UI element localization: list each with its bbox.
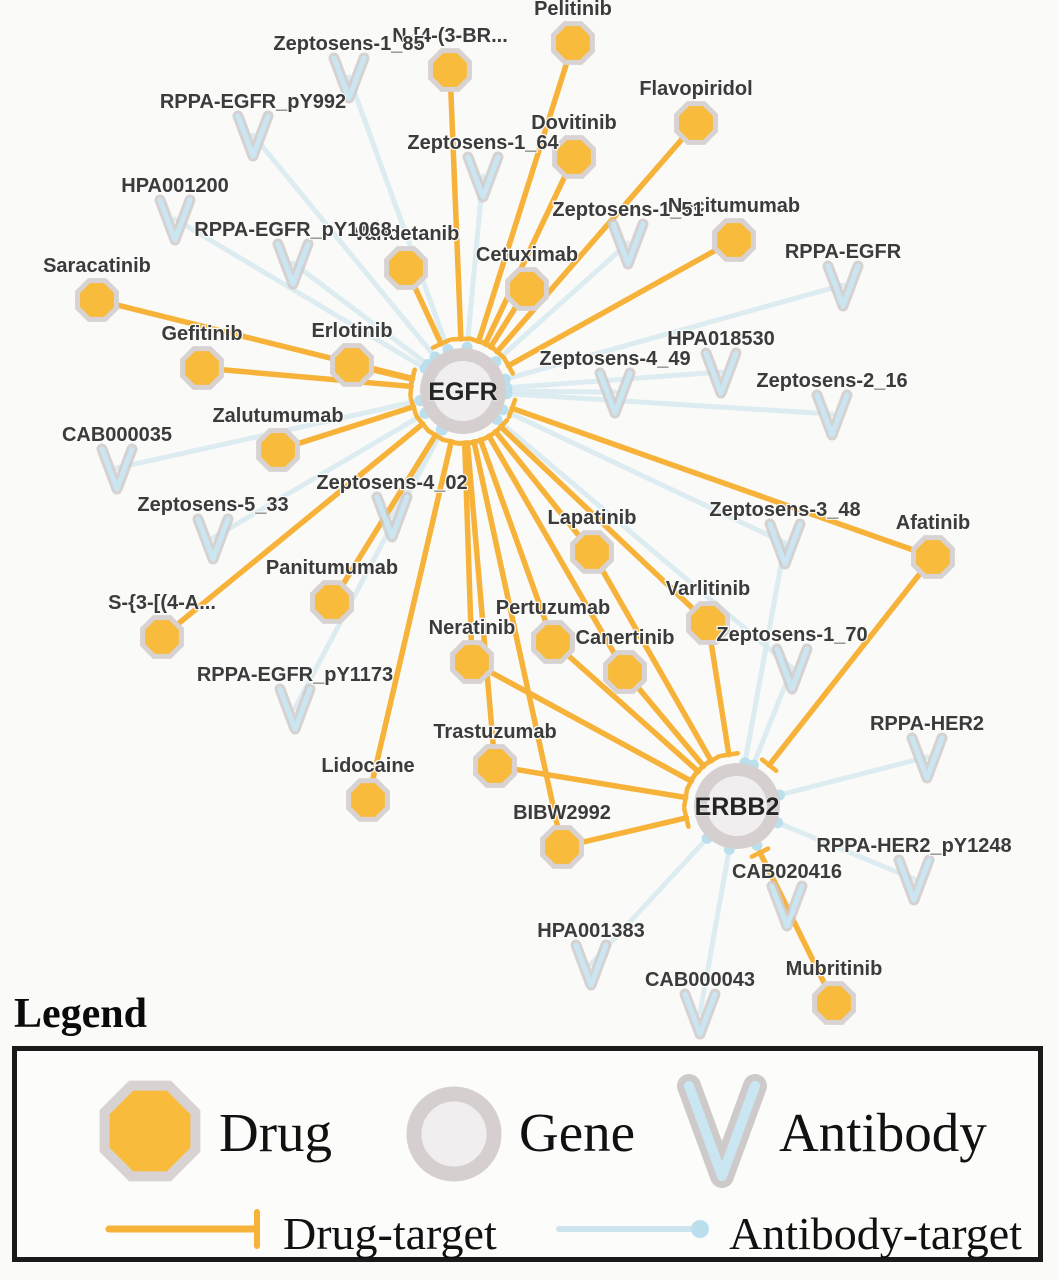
- antibody-target-edge-zeptosens-2-16-egfr: [507, 394, 832, 414]
- legend-title: Legend: [14, 991, 148, 1037]
- drug-octagon-icon: [573, 533, 612, 572]
- antibody-legend-icon: [657, 1065, 787, 1195]
- drug-node-bibw2992: [543, 828, 582, 867]
- drug-label-panitumumab: Panitumumab: [265, 557, 399, 579]
- edge-tee: [442, 440, 460, 444]
- drug-node-cetuximab: [508, 270, 547, 309]
- antibody-label-cab000035: CAB000035: [61, 424, 173, 446]
- antibody-label-zeptosens-1-85: Zeptosens-1_85: [273, 33, 425, 55]
- drug-node-zalutumumab: [259, 431, 298, 470]
- antibody-label-rppa-egfr-py992: RPPA-EGFR_pY992: [159, 91, 347, 113]
- drug-octagon-icon: [914, 538, 953, 577]
- antibody-target-edge-zeptosens-4-49-egfr: [507, 391, 615, 392]
- gene-legend-label: Gene: [519, 1102, 636, 1163]
- edge-tee: [452, 339, 470, 340]
- drug-octagon-icon: [715, 221, 754, 260]
- drug-label-necitumumab: Necitumumab: [667, 195, 801, 217]
- drug-label-canertinib: Canertinib: [575, 627, 675, 649]
- drug-node-dovitinib: [555, 138, 594, 177]
- drug-label-bibw2992: BIBW2992: [513, 802, 611, 824]
- drug-label-flavopiridol: Flavopiridol: [639, 78, 753, 100]
- drug-octagon-icon: [508, 270, 547, 309]
- drug-octagon-icon: [543, 828, 582, 867]
- antibody-target-edge-hpa018530-egfr: [507, 372, 721, 388]
- drug-octagon-icon: [183, 349, 222, 388]
- drug-label-dovitinib: Dovitinib: [531, 112, 617, 134]
- drug-octagon-icon: [534, 623, 573, 662]
- antibody-legend-label: Antibody: [779, 1102, 987, 1163]
- drug-node-n-4-3-br: [431, 51, 470, 90]
- gene-label-egfr: EGFR: [428, 378, 498, 406]
- antibody-target-legend-label: Antibody-target: [729, 1208, 1022, 1259]
- antibody-label-cab020416: CAB020416: [731, 861, 843, 883]
- antibody-label-zeptosens-2-16: Zeptosens-2_16: [756, 370, 908, 392]
- antibody-label-cab000043: CAB000043: [644, 969, 756, 991]
- drug-node-flavopiridol: [677, 104, 716, 143]
- antibody-label-zeptosens-3-48: Zeptosens-3_48: [709, 499, 861, 521]
- drug-node-pelitinib: [554, 24, 593, 63]
- drug-label-vandetanib: Vandetanib: [352, 223, 460, 245]
- edge-tee: [684, 809, 688, 827]
- drug-target-legend-label: Drug-target: [283, 1208, 497, 1259]
- drug-label-mubritinib: Mubritinib: [785, 958, 883, 980]
- drug-label-afatinib: Afatinib: [895, 512, 971, 534]
- drug-label-saracatinib: Saracatinib: [43, 255, 151, 277]
- drug-octagon-icon: [606, 653, 645, 692]
- antibody-label-rppa-her2: RPPA-HER2: [869, 713, 985, 735]
- drug-octagon-icon: [387, 249, 426, 288]
- antibody-target-legend-line: [553, 1207, 723, 1251]
- edge-tee: [720, 753, 738, 756]
- drug-octagon-icon: [431, 51, 470, 90]
- antibody-label-rppa-egfr-py1173: RPPA-EGFR_pY1173: [196, 664, 394, 686]
- drug-target-edge-trastuzumab-erbb2: [495, 766, 686, 798]
- drug-node-gefitinib: [183, 349, 222, 388]
- drug-node-necitumumab: [715, 221, 754, 260]
- drug-label-varlitinib: Varlitinib: [665, 578, 751, 600]
- drug-label-trastuzumab: Trastuzumab: [433, 721, 557, 743]
- drug-label-pelitinib: Pelitinib: [534, 0, 612, 20]
- antibody-label-hpa001383: HPA001383: [537, 920, 645, 942]
- drug-node-mubritinib: [815, 984, 854, 1023]
- drug-node-canertinib: [606, 653, 645, 692]
- antibody-label-rppa-her2-py1248: RPPA-HER2_pY1248: [816, 835, 1012, 857]
- drug-node-vandetanib: [387, 249, 426, 288]
- antibody-label-zeptosens-4-49: Zeptosens-4_49: [539, 348, 691, 370]
- antibody-label-zeptosens-4-02: Zeptosens-4_02: [316, 472, 468, 494]
- antibody-label-zeptosens-1-70: Zeptosens-1_70: [716, 624, 868, 646]
- drug-target-legend-line: [103, 1207, 275, 1251]
- antibody-label-rppa-egfr-py1068: RPPA-EGFR_pY1068: [194, 219, 392, 241]
- drug-octagon-icon: [143, 618, 182, 657]
- drug-octagon-icon: [333, 346, 372, 385]
- drug-label-gefitinib: Gefitinib: [161, 323, 243, 345]
- drug-label-lapatinib: Lapatinib: [547, 507, 637, 529]
- drug-node-neratinib: [453, 643, 492, 682]
- drug-label-n-4-3-br: N-[4-(3-BR...: [392, 25, 508, 47]
- drug-label-neratinib: Neratinib: [428, 617, 516, 639]
- drug-octagon-icon: [259, 431, 298, 470]
- drug-label-pertuzumab: Pertuzumab: [495, 597, 611, 619]
- gene-legend-icon: [399, 1079, 509, 1189]
- edge-tee: [410, 377, 412, 395]
- drug-node-trastuzumab: [476, 747, 515, 786]
- drug-node-saracatinib: [78, 281, 117, 320]
- drug-octagon-icon: [476, 747, 515, 786]
- drug-octagon-icon: [555, 138, 594, 177]
- drug-octagon-icon: [349, 781, 388, 820]
- drug-octagon-icon: [453, 643, 492, 682]
- drug-octagon-icon: [78, 281, 117, 320]
- drug-node-erlotinib: [333, 346, 372, 385]
- antibody-label-zeptosens-1-51: Zeptosens-1_51: [552, 199, 704, 221]
- antibody-label-rppa-egfr: RPPA-EGFR: [784, 241, 902, 263]
- antibody-label-hpa018530: HPA018530: [667, 328, 775, 350]
- drug-label-lidocaine: Lidocaine: [321, 755, 415, 777]
- drug-legend-label: Drug: [219, 1102, 333, 1163]
- edge-tee: [684, 789, 687, 807]
- drug-octagon-icon: [677, 104, 716, 143]
- gene-label-erbb2: ERBB2: [694, 793, 780, 821]
- drug-target-edge-n-4-3-br-egfr: [450, 70, 461, 339]
- drug-octagon-icon: [815, 984, 854, 1023]
- drug-node-panitumumab: [313, 583, 352, 622]
- drug-label-erlotinib: Erlotinib: [311, 320, 393, 342]
- antibody-target-edge-rppa-her2-erbb2: [780, 757, 927, 795]
- drug-legend-icon: [95, 1076, 205, 1186]
- drug-node-pertuzumab: [534, 623, 573, 662]
- drug-node-s-3-4-a: [143, 618, 182, 657]
- drug-octagon-icon: [554, 24, 593, 63]
- drug-node-lidocaine: [349, 781, 388, 820]
- drug-label-s-3-4-a: S-{3-[(4-A...: [108, 592, 216, 614]
- drug-node-afatinib: [914, 538, 953, 577]
- antibody-label-hpa001200: HPA001200: [121, 175, 229, 197]
- labels: [43, 0, 1012, 991]
- antibody-label-zeptosens-1-64: Zeptosens-1_64: [407, 132, 559, 154]
- legend-box: [12, 1046, 1043, 1262]
- drug-node-lapatinib: [573, 533, 612, 572]
- drug-octagon-icon: [313, 583, 352, 622]
- drug-label-zalutumumab: Zalutumumab: [212, 405, 344, 427]
- drug-label-cetuximab: Cetuximab: [475, 244, 579, 266]
- antibody-label-zeptosens-5-33: Zeptosens-5_33: [137, 494, 289, 516]
- antibody-target-edge-zeptosens-3-48-egfr: [503, 410, 785, 543]
